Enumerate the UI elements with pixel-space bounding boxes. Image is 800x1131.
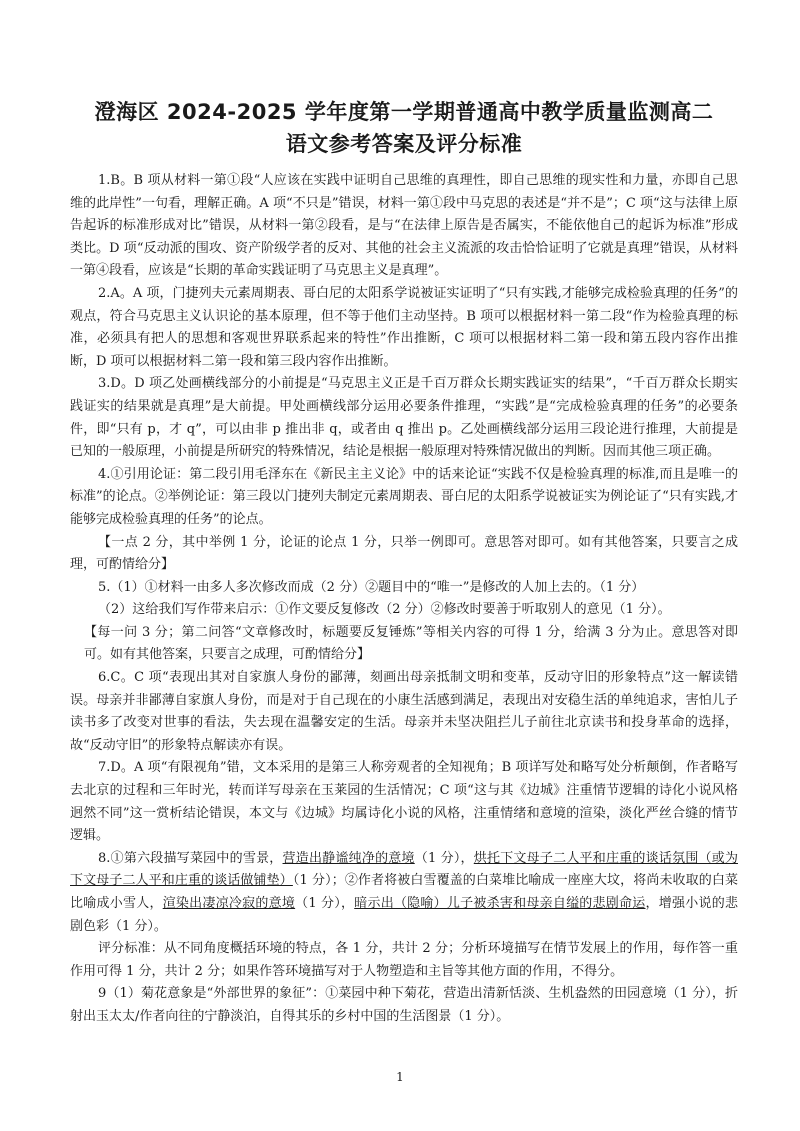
answer-body [70, 170, 738, 1029]
answer-q5-note: 【每一问 3 分；第二问答“文章修改时，标题要反复锤炼”等相关内容的可得 1 分，给满 3 分为止。意思答对即可。如有其他答案，只要言之成理，可酌情给分】 [84, 624, 738, 663]
answer-q1: 1.B。B 项从材料一第①段“人应该在实践中证明自己思维的真理性，即自己思维的现实性和力量，亦即自己思维的此岸性”一句看，理解正确。A 项“不只是”错误，材料一第①段中马克思的表述是“并不是”；C 项“这与法律上原告起诉的标准形成对比”错误，从材料一第②段看，是与“在法律上原告是否属实，不能依他自己的起诉为标准”形成类比。D 项“反动派的围攻、资产阶级学者的反对、其他的社会主义流派的攻击恰恰证明了它就是真理”错误，从材料一第④段看，应该是“长期的革命实践证明了马克思主义是真理”。 [70, 173, 738, 279]
answer-q8-key-point-4: 暗示出（隐喻）儿子被杀害和母亲自缢的悲剧命运 [354, 896, 646, 911]
title-line-1: 澄海区 2024-2025 学年度第一学期普通高中教学质量监测高二 [94, 100, 714, 124]
answer-q2: 2.A。A 项，门捷列夫元素周期表、哥白尼的太阳系学说被证实证明了“只有实践,才能够完成检验真理的任务”的观点，符合马克思主义认识论的基本原理，但不等于他们主动坚持。B 项可以根据材料一第二段“作为检验真理的标准，必须具有把人的思想和客观世界联系起来的特性”作出推断，C 项可以根据材料二第一段和第五段内容作出推断，D 项可以根据材料二第一段和第三段内容作出推断。 [70, 285, 738, 369]
answer-q8-key-point-1: 营造出静谧纯净的意境 [282, 850, 415, 866]
answer-q4-note: 【一点 2 分，其中举例 1 分，论证的论点 1 分，只举一例即可。意思答对即可。如有其他答案，只要言之成理，可酌情给分】 [70, 534, 738, 573]
document-header [70, 96, 738, 160]
answer-q9-part1: 9（1）菊花意象是“外部世界的象征”：①菜园中种下菊花，营造出清新恬淡、生机盎然的田园意境（1 分），折射出玉太太/作者向往的宁静淡泊，自得其乐的乡村中国的生活图景（1 分）。 [70, 986, 738, 1024]
answer-q8-text-a: 8.①第六段描写菜园中的雪景， [98, 850, 283, 866]
answer-q4: 4.①引用论证：第二段引用毛泽东在《新民主主义论》中的话来论证“实践不仅是检验真理的标准,而且是唯一的标准”的论点。②举例论证：第三段以门捷列夫制定元素周期表、哥白尼的太阳系学说被证实为例论证了“只有实践,才能够完成检验真理的任务”的论点。 [70, 466, 738, 527]
scoring-criteria: 评分标准：从不同角度概括环境的特点，各 1 分，共计 2 分；分析环境描写在情节发展上的作用，每作答一重作用可得 1 分，共计 2 分；如果作答环境描写对于人物塑造和主旨等其他方面的作用，不得分。 [70, 941, 738, 979]
answer-q5-part1: 5.（1）①材料一由多人多次修改而成（2 分）②题目中的“唯一”是修改的人加上去的。（1 分） [98, 579, 645, 595]
answer-q8 [70, 848, 738, 938]
answer-q8-text-e: （1 分）；②作者将被白雪覆盖的白菜堆比喻成一座座大坟，将尚未收取的白菜比喻成小雪人， [70, 873, 738, 911]
answer-q8-text-c: （1 分）， [414, 850, 474, 866]
answer-q8-key-point-3: 渲染出凄凉冷寂的意境 [162, 896, 296, 911]
answer-q3: 3.D。D 项乙处画横线部分的小前提是“马克思主义正是千百万群众长期实践证实的结果”，“千百万群众长期实践证实的结果就是真理”是大前提。甲处画横线部分运用必要条件推理，“实践”是“完成检验真理的任务”的必要条件，即“只有 p，才 q”，可以由非 p 推出非 q，或者由 q 推出 p。乙处画横线部分运用三段论进行推理，大前提是已知的一般原理，小前提是所研究的特殊情况，结论是根据一般原理对特殊情况做出的判断。因而其他三项正确。 [70, 376, 738, 460]
answer-q8-text-i: ，增强小说的悲剧色彩（1 分）。 [70, 896, 738, 934]
answer-q8-text-g: （1 分）， [295, 896, 355, 911]
answer-q7: 7.D。A 项“有限视角”错，文本采用的是第三人称旁观者的全知视角；B 项详写处和略写处分析颠倒，作者略写去北京的过程和三年时光，转而详写母亲在玉莱园的生活情况；C 项“这与其《边城》注重情节逻辑的诗化小说风格迥然不同”这一赏析结论错误，本文与《边城》均属诗化小说的风格，注重情绪和意境的渲染，淡化严丝合缝的情节逻辑。 [70, 760, 738, 844]
answer-q6: 6.C。C 项“表现出其对自家旗人身份的鄙薄，刻画出母亲抵制文明和变革，反动守旧的形象特点”这一解读错误。母亲并非鄙薄自家旗人身份，而是对于自己现在的小康生活感到满足，表现出对安稳生活的单纯追求，害怕儿子读书多了改变对世事的看法，失去现在温馨安定的生活。母亲并未坚决阻拦儿子前往北京读书和投身革命的选择，故“反动守旧”的形象特点解读亦有误。 [70, 670, 738, 753]
page-number: 1 [396, 1070, 404, 1084]
answer-q5-part2: （2）这给我们写作带来启示：①作文要反复修改（2 分）②修改时要善于听取别人的意见（1 分）。 [98, 602, 671, 618]
title-line-2: 语文参考答案及评分标准 [285, 132, 523, 156]
answer-q8-key-point-2: 烘托下文母子二人平和庄重的谈话氛围（或为下文母子二人平和庄重的谈话做铺垫） [70, 850, 738, 889]
